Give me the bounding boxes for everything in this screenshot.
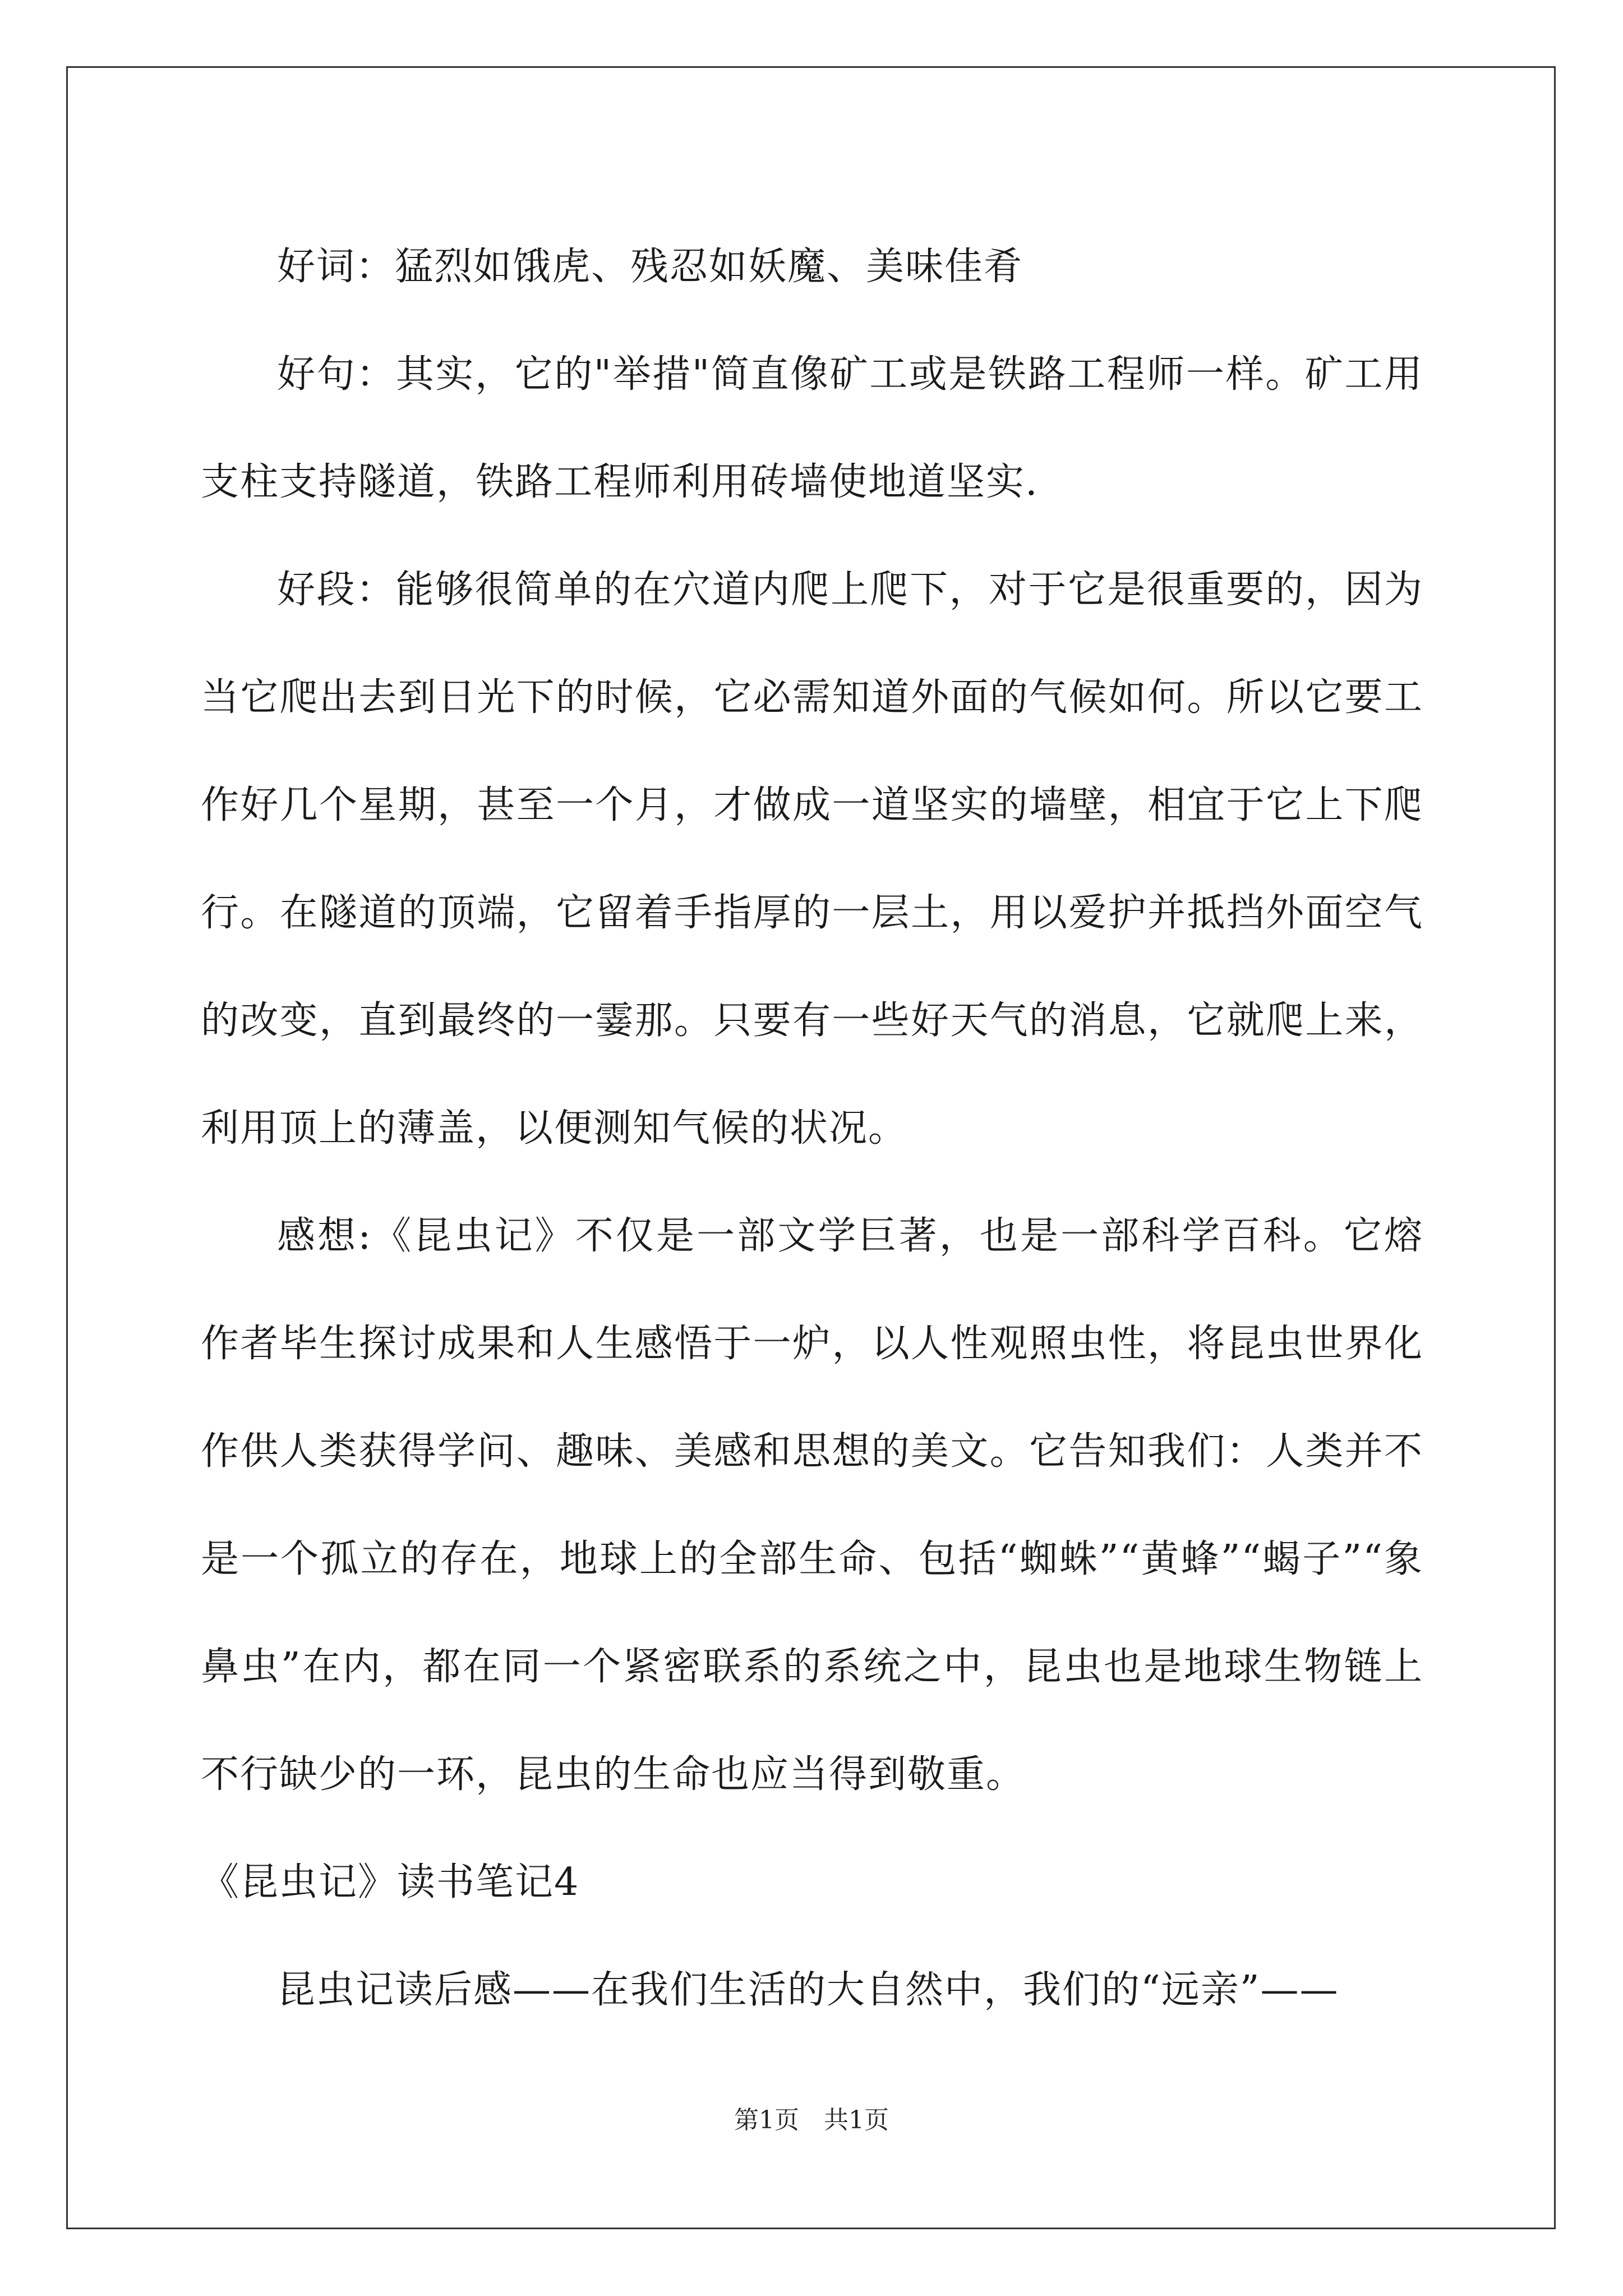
paragraph-good-sentence: 好句：其实，它的"举措"简直像矿工或是铁路工程师一样。矿工用支柱支持隧道，铁路工程师利用砖墙使地道坚实.: [201, 352, 1423, 504]
page-footer: 第1页 共1页: [734, 2106, 889, 2134]
paragraph-good-words: 好词：猛烈如饿虎、残忍如妖魔、美味佳肴: [277, 245, 1023, 289]
paragraph-review-start: 昆虫记读后感——在我们生活的大自然中，我们的“远亲”——: [277, 1968, 1339, 2012]
document-body: [201, 213, 1423, 2044]
paragraph-reflection: 感想:《昆虫记》不仅是一部文学巨著，也是一部科学百科。它熔作者毕生探讨成果和人生感悟于一炉，以人性观照虫性，将昆虫世界化作供人类获得学问、趣味、美感和思想的美文。它告知我们：人类并不是一个孤立的存在，地球上的全部生命、包括“蜘蛛”“黄蜂”“蝎子”“象鼻虫”在内，都在同一个紧密联系的系统之中，昆虫也是地球生物链上不行缺少的一环，昆虫的生命也应当得到敬重。: [201, 1214, 1423, 1797]
paragraph-good-passage: 好段：能够很简单的在穴道内爬上爬下，对于它是很重要的，因为当它爬出去到日光下的时候，它必需知道外面的气候如何。所以它要工作好几个星期，甚至一个月，才做成一道坚实的墙壁，相宜于它上下爬行。在隧道的顶端，它留着手指厚的一层土，用以爱护并抵挡外面空气的改变，直到最终的一霎那。只要有一些好天气的消息，它就爬上来，利用顶上的薄盖，以便测知气候的状况。: [201, 568, 1423, 1151]
section-heading: 《昆虫记》读书笔记4: [201, 1860, 580, 1904]
